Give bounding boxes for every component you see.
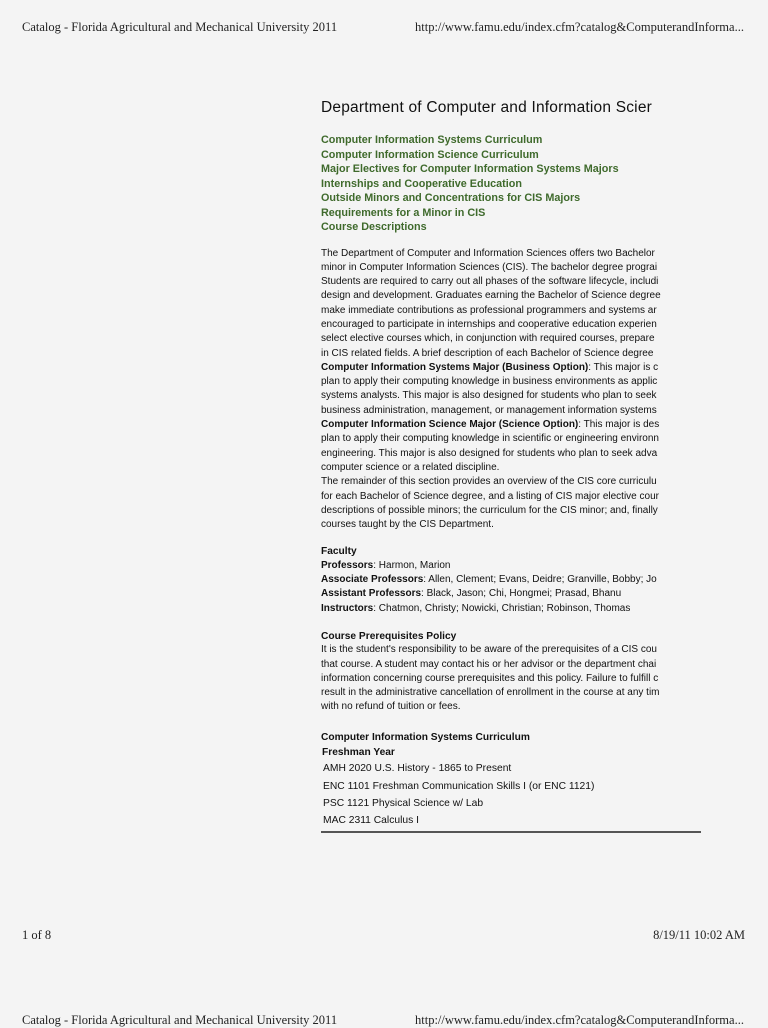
course-row: ENC 1101 Freshman Communication Skills I (or ENC 1121): [323, 780, 595, 792]
cis-major-paragraph: [321, 361, 701, 418]
text-line: minor in Computer Information Sciences (CIS). The bachelor degree prograi: [321, 261, 658, 273]
print-datetime: 8/19/11 10:02 AM: [653, 928, 745, 942]
course-row: PSC 1121 Physical Science w/ Lab: [323, 797, 484, 809]
faculty-section: [321, 545, 701, 616]
text-line: information concerning course prerequisites and this policy. Failure to fulfill c: [321, 672, 659, 684]
faculty-names: : Chatmon, Christy; Nowicki, Christian; Robinson, Thomas: [373, 602, 631, 614]
faculty-role: Professors: [321, 559, 374, 571]
text-line: courses taught by the CIS Department.: [321, 519, 494, 531]
section-links: [321, 133, 701, 235]
text-line: encouraged to participate in internships and cooperative education experien: [321, 318, 657, 330]
catalog-content-frame: [321, 90, 701, 880]
course-row: AMH 2020 U.S. History - 1865 to Present: [323, 763, 512, 775]
link-course-descriptions[interactable]: Course Descriptions: [321, 221, 427, 233]
link-cis-curriculum[interactable]: Computer Information Systems Curriculum: [321, 134, 543, 146]
intro-paragraph: [321, 247, 701, 361]
text-line: for each Bachelor of Science degree, and a listing of CIS major elective cour: [321, 490, 659, 502]
course-row: MAC 2311 Calculus I: [323, 815, 419, 827]
next-page-header-title: Catalog - Florida Agricultural and Mechanical University 2011: [22, 1013, 338, 1027]
text-line: in CIS related fields. A brief description of each Bachelor of Science degree: [321, 347, 654, 359]
prereq-heading: Course Prerequisites Policy: [321, 630, 457, 642]
remainder-paragraph: [321, 475, 701, 532]
year-heading: Freshman Year: [322, 747, 395, 758]
faculty-names: : Harmon, Marion: [373, 559, 451, 571]
faculty-row: [321, 603, 701, 617]
cis-major-label: Computer Information Systems Major (Business Option): [321, 361, 589, 373]
cs-major-label: Computer Information Science Major (Science Option): [321, 419, 579, 431]
faculty-names: : Black, Jason; Chi, Hongmei; Prasad, Bhanu: [421, 588, 622, 600]
text-line: The Department of Computer and Information Sciences offers two Bachelor: [321, 247, 655, 259]
curriculum-section: [321, 731, 701, 834]
link-outside-minors[interactable]: Outside Minors and Concentrations for CIS Majors: [321, 192, 581, 204]
faculty-role: Instructors: [321, 602, 374, 614]
text-line: design and development. Graduates earning the Bachelor of Science degree: [321, 290, 661, 302]
text-line: select elective courses which, in conjunction with required courses, prepare: [321, 333, 655, 345]
text-line: systems analysts. This major is also designed for students who plan to seek: [321, 390, 657, 402]
text-fragment: : This major is c: [588, 361, 659, 373]
faculty-names: : Allen, Clement; Evans, Deidre; Granville, Bobby; Jo: [423, 574, 657, 586]
text-line: It is the student's responsibility to be aware of the prerequisites of a CIS cou: [321, 644, 657, 656]
faculty-heading: Faculty: [321, 546, 357, 558]
faculty-row: [321, 560, 701, 574]
text-line: [321, 418, 701, 432]
text-line: [321, 361, 701, 375]
page-number: 1 of 8: [22, 928, 52, 942]
curriculum-heading: Computer Information Systems Curriculum: [321, 731, 530, 743]
page-title: Department of Computer and Information Scier: [321, 99, 653, 116]
link-minor-requirements[interactable]: Requirements for a Minor in CIS: [321, 206, 486, 219]
next-page-header-url: http://www.famu.edu/index.cfm?catalog&ComputerandInforma...: [415, 1013, 744, 1027]
text-fragment: : This major is des: [578, 419, 660, 431]
text-line: result in the administrative cancellation of enrollment in the course at any tim: [321, 687, 660, 699]
text-line: descriptions of possible minors; the curriculum for the CIS minor; and, finally: [321, 504, 658, 516]
text-line: computer science or a related discipline.: [321, 461, 500, 473]
faculty-row: [321, 574, 701, 588]
text-line: business administration, management, or management information systems: [321, 404, 657, 416]
faculty-role: Associate Professors: [321, 574, 424, 586]
text-line: with no refund of tuition or fees.: [321, 701, 461, 713]
text-line: plan to apply their computing knowledge in business environments as applic: [321, 376, 658, 388]
table-divider: [321, 831, 701, 833]
faculty-role: Assistant Professors: [321, 588, 422, 600]
prereq-section: [321, 630, 701, 716]
text-line: The remainder of this section provides an overview of the CIS core curriculu: [321, 476, 657, 488]
link-internships[interactable]: Internships and Cooperative Education: [321, 177, 522, 190]
text-line: make immediate contributions as professional programmers and systems ar: [321, 304, 657, 316]
print-header-url: http://www.famu.edu/index.cfm?catalog&ComputerandInforma...: [415, 20, 744, 34]
text-line: that course. A student may contact his or her advisor or the department chai: [321, 658, 657, 670]
cs-major-paragraph: [321, 418, 701, 475]
text-line: engineering. This major is also designed for students who plan to seek adva: [321, 447, 658, 459]
text-line: Students are required to carry out all phases of the software lifecycle, includi: [321, 276, 659, 288]
text-line: plan to apply their computing knowledge in scientific or engineering environn: [321, 433, 659, 445]
faculty-row: [321, 588, 701, 602]
link-cs-curriculum[interactable]: Computer Information Science Curriculum: [321, 148, 539, 161]
print-header-title: Catalog - Florida Agricultural and Mechanical University 2011: [22, 20, 338, 34]
link-major-electives[interactable]: Major Electives for Computer Information Systems Majors: [321, 163, 619, 175]
